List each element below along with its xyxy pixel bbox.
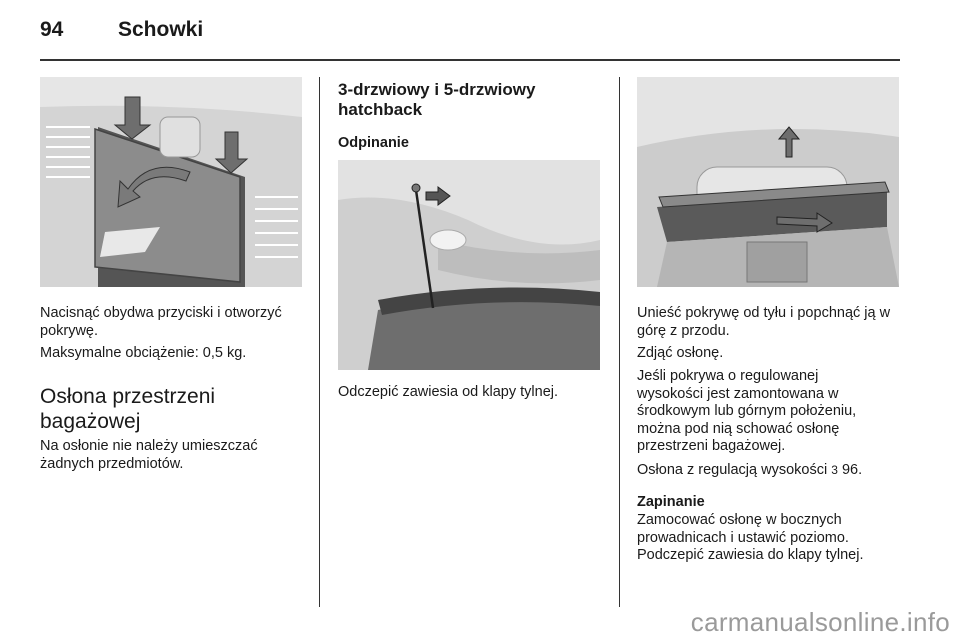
- figure-caption: Nacisnąć obydwa przyciski i otworzyć pokrywę.: [40, 305, 282, 339]
- reference-label: Osłona z regulacją wysokości: [637, 462, 828, 478]
- remove-text: Zdjąć osłonę.: [637, 345, 724, 361]
- note-text: Jeśli pokrywa o regulowanej wysokości jest zamontowana w środkowym lub górnym położeniu, można pod nią schować osłonę przestrzeni bagażowej.: [637, 368, 857, 454]
- section-heading: Osłona przestrzeni bagażowej: [40, 385, 216, 433]
- page-title: Schowki: [118, 18, 204, 41]
- figure-caption: Odczepić zawiesia od klapy tylnej.: [338, 384, 559, 400]
- page-number: 94: [40, 18, 64, 41]
- reference-arrow-icon: 3: [831, 463, 838, 477]
- header-rule: [40, 59, 900, 61]
- watermark: carmanualsonline.info: [690, 607, 950, 637]
- cross-reference[interactable]: [637, 462, 927, 480]
- subheading-odpinanie: Odpinanie: [338, 135, 409, 151]
- tailgate-strap-figure: [338, 160, 600, 370]
- storage-compartment-figure: [40, 77, 302, 287]
- subheading-zapinanie: Zapinanie: [637, 494, 705, 510]
- install-text: Zamocować osłonę w bocznych prowadnicach i ustawić poziomo. Podczepić zawiesia do klapy tylnej.: [637, 512, 864, 563]
- notice-text: Na osłonie nie należy umieszczać żadnych przedmiotów.: [40, 438, 258, 472]
- subsection-heading: 3-drzwiowy i 5-drzwiowy hatchback: [338, 80, 536, 119]
- figure-caption: Unieść pokrywę od tyłu i popchnąć ją w górę z przodu.: [637, 305, 891, 339]
- column-divider: [619, 77, 620, 607]
- max-load-text: Maksymalne obciążenie: 0,5 kg.: [40, 345, 247, 361]
- luggage-cover-figure: [637, 77, 899, 287]
- reference-page: 96.: [841, 462, 863, 478]
- column-divider: [319, 77, 320, 607]
